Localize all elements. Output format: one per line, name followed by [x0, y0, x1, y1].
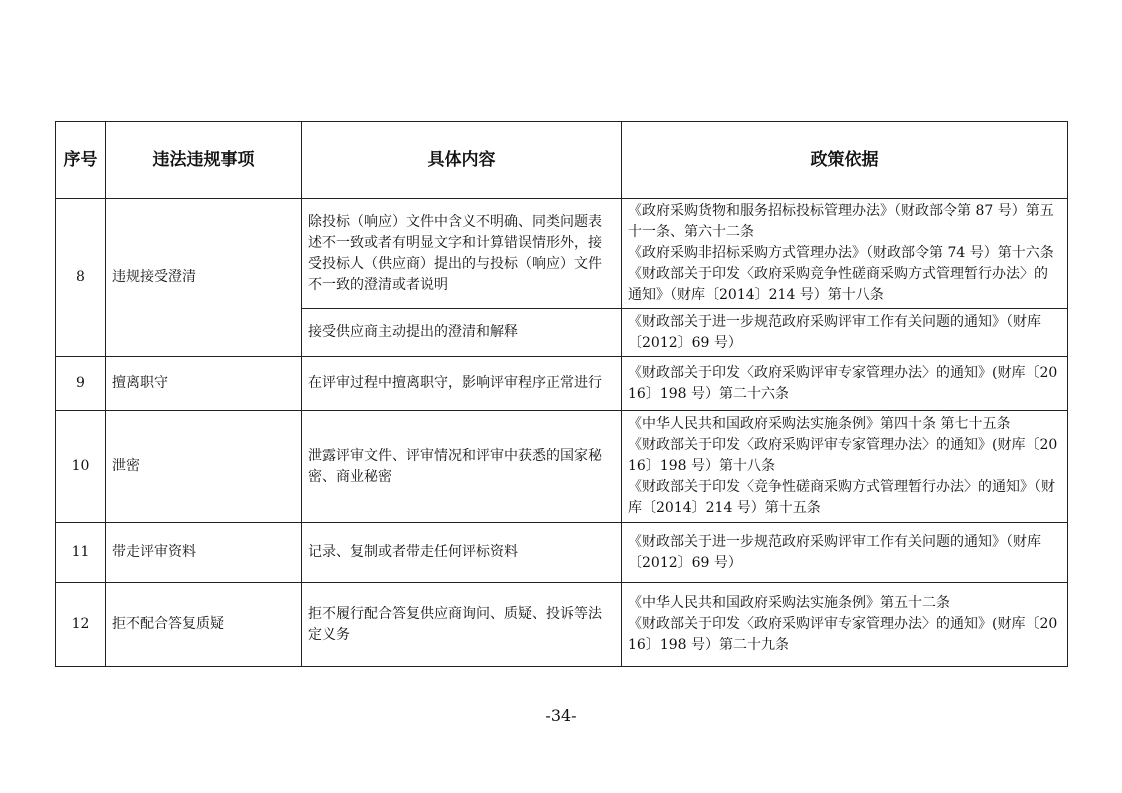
row-seq: 10 [56, 411, 106, 523]
violations-table [55, 121, 1068, 667]
row-seq: 12 [56, 583, 106, 667]
row-seq: 11 [56, 523, 106, 583]
header-basis: 政策依据 [622, 122, 1068, 199]
row-content: 在评审过程中擅离职守，影响评审程序正常进行 [302, 357, 622, 411]
basis-line: 《政府采购非招标采购方式管理办法》（财政部令第 74 号）第十六条 [628, 245, 1054, 261]
basis-line: 《中华人民共和国政府采购法实施条例》第四十条 第七十五条 [628, 416, 1011, 432]
row-item: 带走评审资料 [106, 523, 302, 583]
row-basis [622, 583, 1068, 667]
row-basis [622, 309, 1068, 357]
row-item: 擅离职守 [106, 357, 302, 411]
table-row [56, 199, 1068, 309]
row-seq: 8 [56, 199, 106, 357]
header-content: 具体内容 [302, 122, 622, 199]
basis-line: 《财政部关于进一步规范政府采购评审工作有关问题的通知》（财库〔2012〕69 号） [628, 533, 1041, 571]
basis-line: 《政府采购货物和服务招标投标管理办法》（财政部令第 87 号）第五十一条、第六十二条 [628, 203, 1054, 240]
row-content: 泄露评审文件、评审情况和评审中获悉的国家秘密、商业秘密 [302, 411, 622, 523]
row-item: 泄密 [106, 411, 302, 523]
row-basis [622, 523, 1068, 583]
basis-line: 《财政部关于印发〈政府采购评审专家管理办法〉的通知》(财库〔2016〕198 号）第十八条 [628, 437, 1058, 474]
basis-line: 《中华人民共和国政府采购法实施条例》第五十二条 [628, 595, 950, 611]
header-seq: 序号 [56, 122, 106, 199]
basis-line: 《财政部关于印发〈政府采购评审专家管理办法〉的通知》(财库〔2016〕198 号）第二十九条 [628, 616, 1058, 653]
basis-line: 《财政部关于印发〈竞争性磋商采购方式管理暂行办法〉的通知》（财库〔2014〕214 号）第十五条 [628, 479, 1055, 516]
row-content: 拒不履行配合答复供应商询问、质疑、投诉等法定义务 [302, 583, 622, 667]
row-content: 接受供应商主动提出的澄清和解释 [302, 309, 622, 357]
row-seq: 9 [56, 357, 106, 411]
table-header-row [56, 122, 1068, 199]
table-row [56, 583, 1068, 667]
basis-line: 《财政部关于进一步规范政府采购评审工作有关问题的通知》（财库〔2012〕69 号） [628, 313, 1041, 351]
basis-line: 《财政部关于印发〈政府采购评审专家管理办法〉的通知》(财库〔2016〕198 号）第二十六条 [628, 364, 1058, 402]
row-content: 除投标（响应）文件中含义不明确、同类问题表述不一致或者有明显文字和计算错误情形外，接受投标人（供应商）提出的与投标（响应）文件不一致的澄清或者说明 [302, 199, 622, 309]
page-number: -34- [545, 706, 577, 725]
row-content: 记录、复制或者带走任何评标资料 [302, 523, 622, 583]
table-row [56, 523, 1068, 583]
header-item: 违法违规事项 [106, 122, 302, 199]
row-basis [622, 411, 1068, 523]
table-row [56, 411, 1068, 523]
row-basis [622, 199, 1068, 309]
row-basis [622, 357, 1068, 411]
row-item: 拒不配合答复质疑 [106, 583, 302, 667]
row-item: 违规接受澄清 [106, 199, 302, 357]
table-row [56, 357, 1068, 411]
basis-line: 《财政部关于印发〈政府采购竞争性磋商采购方式管理暂行办法〉的通知》（财库〔2014〕214 号）第十八条 [628, 266, 1048, 303]
